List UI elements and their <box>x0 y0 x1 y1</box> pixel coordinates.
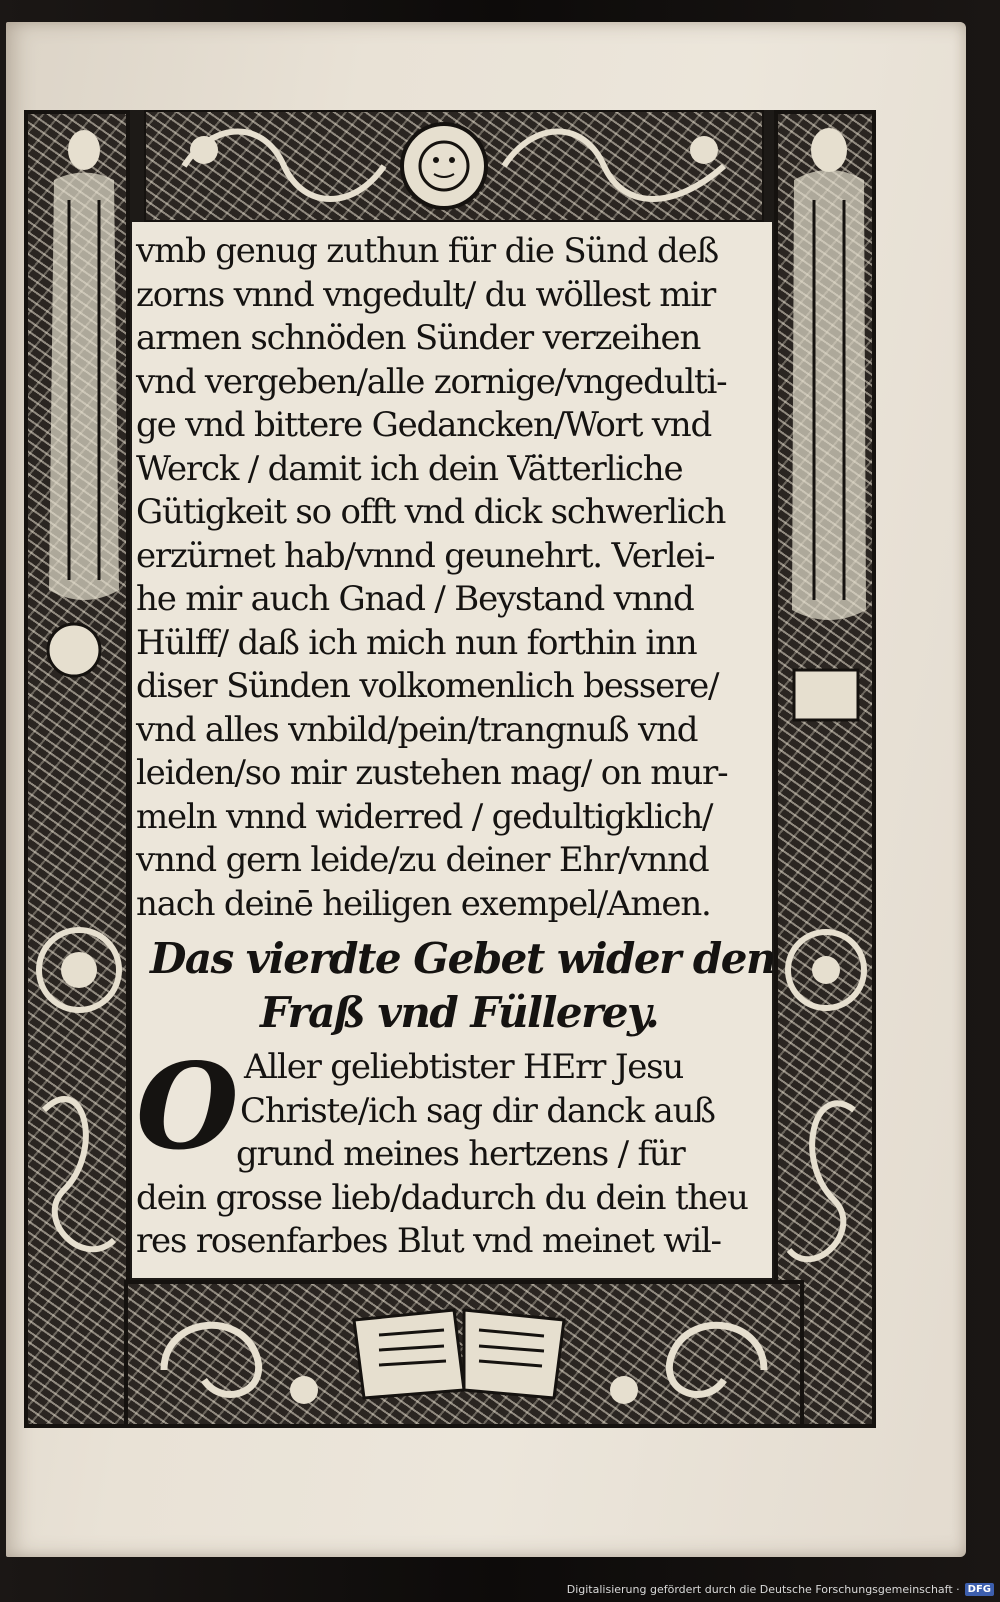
text-line: armen schnöden Sünder verzeihen <box>136 318 701 358</box>
text-line: meln vnnd widerred / gedultigklich/ <box>136 796 713 837</box>
text-line: diser Sünden volkomenlich bessere/ <box>136 666 719 706</box>
text-line: vmb genug zuthun für die Sünd deß <box>136 231 719 271</box>
credit-text: Digitalisierung gefördert durch die Deutsche Forschungsgemeinschaft · <box>566 1583 960 1596</box>
text-line: dein grosse lieb/dadurch du dein theu <box>136 1177 748 1218</box>
text-line: erzürnet hab/vnnd geunehrt. Verlei- <box>136 535 715 576</box>
dfg-logo-icon: DFG <box>965 1583 994 1596</box>
text-line: vnd vergeben/alle zornige/vngedulti- <box>136 361 727 402</box>
text-line: nach deinē heiligen exempel/Amen. <box>136 883 711 924</box>
text-line: vnnd gern leide/zu deiner Ehr/vnnd <box>136 840 709 880</box>
decorated-paragraph <box>132 1037 772 1264</box>
right-border-ornament <box>774 110 876 1428</box>
decorated-initial: O <box>136 1037 239 1176</box>
text-block <box>132 222 775 1278</box>
text-line: he mir auch Gnad / Beystand vnnd <box>136 579 694 619</box>
text-line: res rosenfarbes Blut vnd meinet wil- <box>136 1221 721 1261</box>
text-line: leiden/so mir zustehen mag/ on mur- <box>136 753 728 793</box>
section-heading: Das vierdte Gebet wider den <box>150 934 775 983</box>
text-line: Hülff/ daß ich mich nun forthin inn <box>136 622 697 663</box>
text-line: ge vnd bittere Gedancken/Wort vnd <box>136 405 712 445</box>
sun-face-ornament <box>144 110 764 222</box>
text-line: Aller geliebtister HErr Jesu <box>244 1047 684 1087</box>
text-line: vnd alles vnbild/pein/trangnuß vnd <box>136 709 698 750</box>
monk-figure-ornament <box>774 110 876 1428</box>
text-line: grund meines hertzens / für <box>236 1134 685 1174</box>
text-line: zorns vnnd vngedult/ du wöllest mir <box>136 274 716 315</box>
saint-figure-ornament <box>24 110 130 1428</box>
open-book-ornament <box>124 1280 804 1428</box>
section-heading-continued: Fraß vnd Füllerey. <box>260 988 659 1037</box>
left-border-ornament <box>24 110 130 1428</box>
book-page <box>6 22 966 1557</box>
woodcut-frame <box>24 110 876 1428</box>
text-line: Werck / damit ich dein Vätterliche <box>136 448 683 489</box>
text-line: Christe/ich sag dir danck auß <box>240 1090 715 1131</box>
text-line: Gütigkeit so offt vnd dick schwerlich <box>136 492 726 532</box>
top-border-ornament <box>144 110 764 222</box>
prayer-text <box>132 230 775 1264</box>
digitization-credit <box>567 1583 994 1596</box>
bottom-border-ornament <box>124 1280 804 1428</box>
